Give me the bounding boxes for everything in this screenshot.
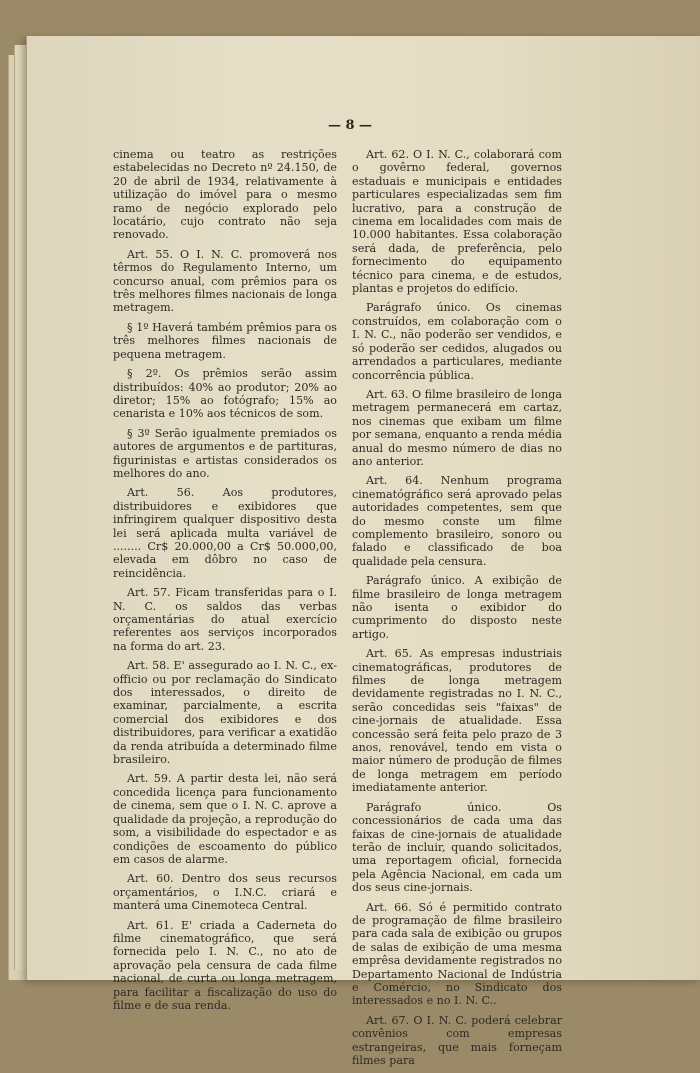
paragraph: § 2º. Os prêmios serão assim distribuídos: 40% ao produtor; 20% ao diretor; 15% ao fotógrafo; 15% ao cenarista e 10% aos técnicos de som. [113, 367, 337, 421]
paragraph: Art. 57. Ficam transferidas para o I. N. C. os saldos das verbas orçamentárias do atual exercício referentes aos serviços incorporados na forma do art. 23. [113, 586, 337, 653]
paragraph: Art. 58. E' assegurado ao I. N. C., ex-officio ou por reclamação do Sindicato dos interessados, o direito de examinar, parcialmente, a escrita comercial dos exibidores e dos distribuidores, para verificar a exatidão da renda atribuída a determinado filme brasileiro. [113, 659, 337, 767]
paragraph: Art. 64. Nenhum programa cinematógráfico será aprovado pelas autoridades competentes, sem que do mesmo conste um filme complemento brasileiro, sonoro ou falado e classificado de boa qualidade pela censura. [352, 474, 562, 568]
paragraph: Art. 62. O I. N. C., colaborará com o govêrno federal, governos estaduais e municipais e entidades particulares especializadas sem fim lucrativo, para a construção de cinema em localidades com mais de 10.000 habitantes. Essa colaboração será dada, de preferência, pelo fornecimento do equipamento técnico para cinema, e de estudos, plantas e projetos do edifício. [352, 148, 562, 296]
paragraph: cinema ou teatro as restrições estabelecidas no Decreto nº 24.150, de 20 de abril de 1934, relativamente à utilização do imóvel para o mesmo ramo de negócio explorado pelo locatário, cujo contrato não seja renovado. [113, 148, 337, 242]
paragraph: Parágrafo único. Os cinemas construídos, em colaboração com o I. N. C., não poderão ser vendidos, e só poderão ser cedidos, alugados ou arrendados a particulares, mediante concorrência pública. [352, 301, 562, 382]
paragraph: Art. 63. O filme brasileiro de longa metragem permanecerá em cartaz, nos cinemas que exibam um filme por semana, enquanto a renda média anual do mesmo número de dias no ano anterior. [352, 387, 562, 468]
left-column [113, 148, 337, 1018]
paragraph: § 1º Haverá também prêmios para os três melhores filmes nacionais de pequena metragem. [113, 320, 337, 361]
paragraph: Art. 56. Aos produtores, distribuidores e exibidores que infringirem qualquer dispositivo desta lei será aplicada multa variável de ........ Cr$ 20.000,00 a Cr$ 50.000,00, elevada em dôbro no caso de reincidência. [113, 486, 337, 580]
paragraph: § 3º Serão igualmente premiados os autores de argumentos e de partituras, figurinistas e artistas considerados os melhores do ano. [113, 426, 337, 480]
paragraph: Art. 65. As empresas industriais cinematográficas, produtores de filmes de longa metragem devidamente registradas no I. N. C., serão concedidas seis "faixas" de cine-jornais de atualidade. Essa concessão será feita pelo prazo de 3 anos, renovável, tendo em vista o maior número de produção de filmes de longa metragem em período imediatamente anterior. [352, 647, 562, 795]
paragraph: Art. 59. A partir desta lei, não será concedida licença para funcionamento de cinema, sem que o I. N. C. aprove a qualidade da projeção, a reprodução do som, a visibilidade do espectador e as condições de escoamento do público em casos de alarme. [113, 772, 337, 866]
paragraph: Parágrafo único. A exibição de filme brasileiro de longa metragem não isenta o exibidor do cumprimento do disposto neste artigo. [352, 574, 562, 641]
paragraph: Art. 67. O I. N. C. poderá celebrar convênios com empresas estrangeiras, que mais forneçam filmes para [352, 1013, 562, 1067]
paragraph: Art. 66. Só é permitido contrato de programação de filme brasileiro para cada sala de exibição ou grupos de salas de exibição de uma mesma emprêsa devidamente registrados no Departamento Nacional de Indústria e Comércio, no Sindicato dos interessados e no I. N. C.. [352, 900, 562, 1008]
page-number: — 8 — [327, 118, 373, 133]
paragraph: Parágrafo único. Os concessionários de cada uma das faixas de cine-jornais de atualidade terão de incluir, quando solicitados, uma reportagem oficial, fornecida pela Agência Nacional, em cada um dos seus cine-jornais. [352, 800, 562, 895]
paragraph: Art. 60. Dentro dos seus recursos orçamentários, o I.N.C. criará e manterá uma Cinemoteca Central. [113, 872, 337, 913]
paragraph: Art. 55. O I. N. C. promoverá nos têrmos do Regulamento Interno, um concurso anual, com prêmios para os três melhores filmes nacionais de longa metragem. [113, 247, 337, 315]
paragraph: Art. 61. E' criada a Caderneta do filme cinematográfico, que será fornecida pelo I. N. C., no ato de aprovação pela censura de cada filme nacional, de curta ou longa metragem, para facilitar a fiscalização do uso do filme e de sua renda. [113, 918, 337, 1012]
right-column [352, 148, 562, 1073]
